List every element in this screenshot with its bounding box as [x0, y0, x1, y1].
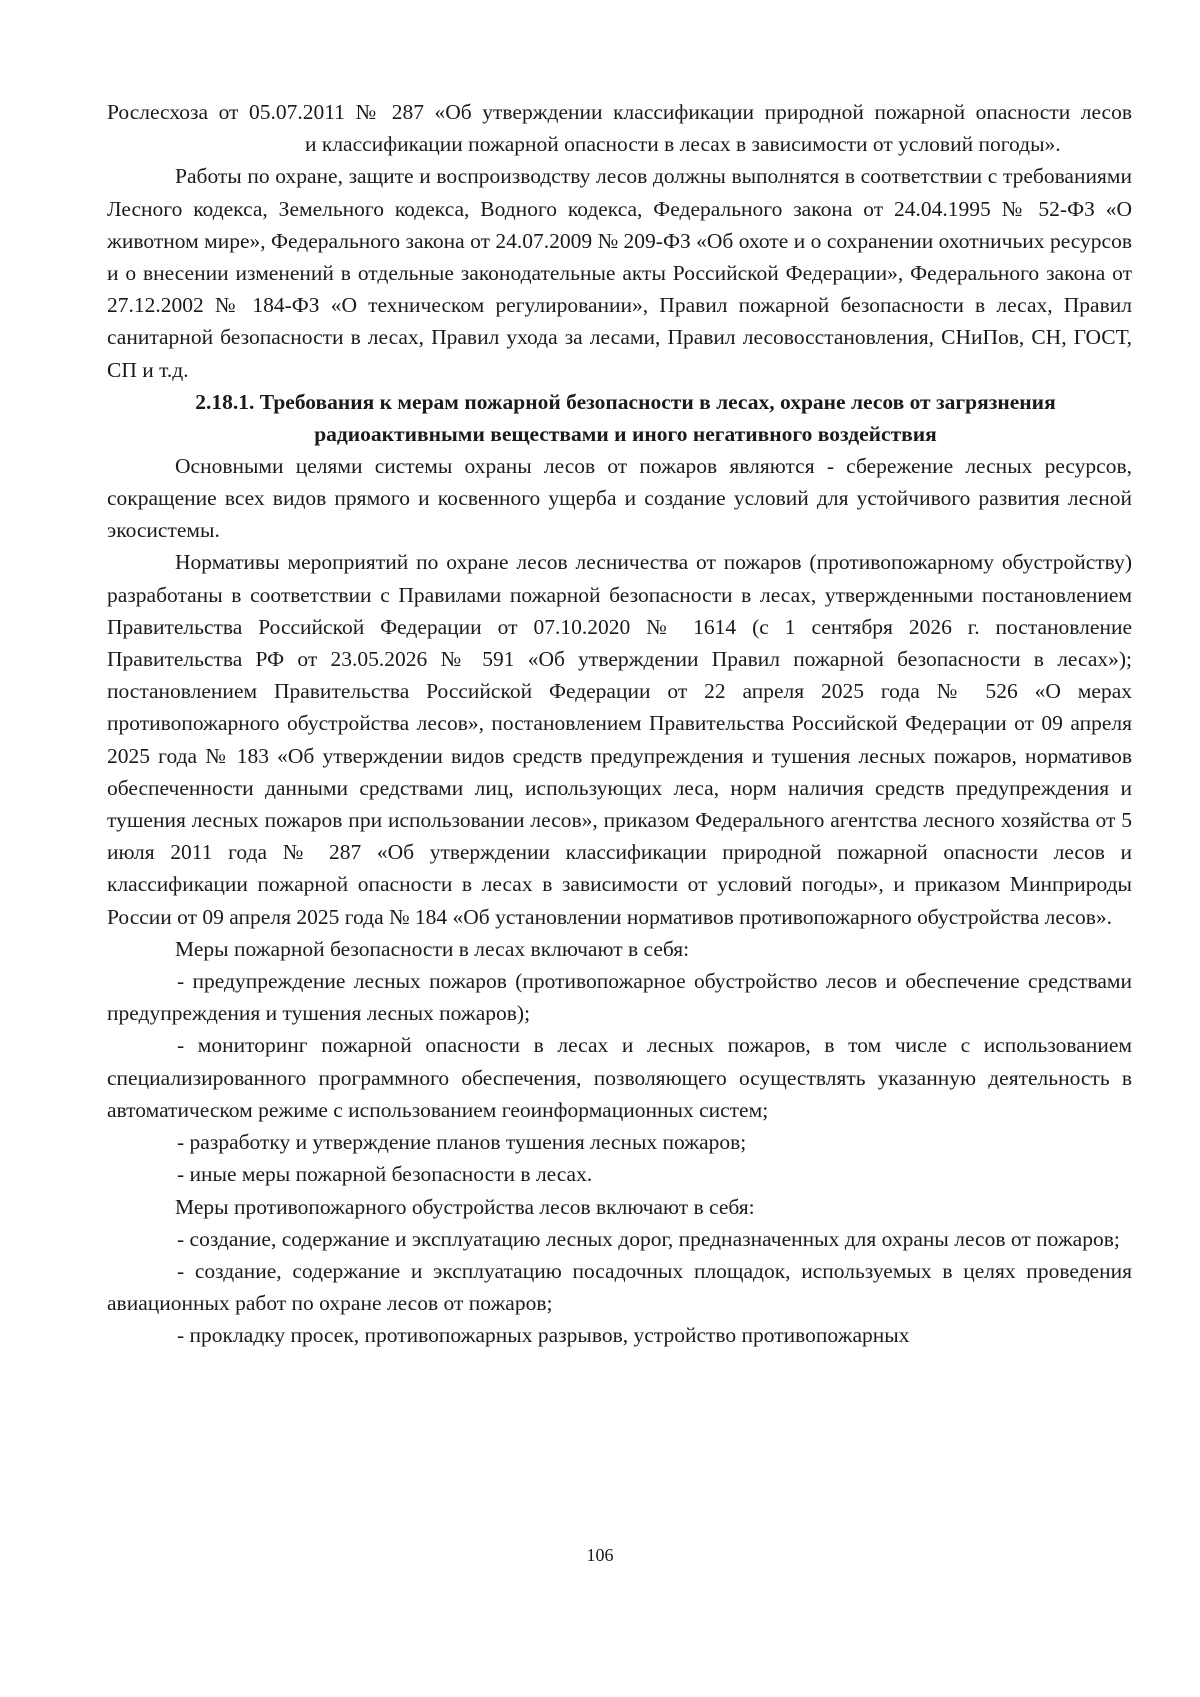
page-number: 106: [586, 1545, 614, 1565]
list-item: - прокладку просек, противопожарных разрывов, устройство противопожарных: [177, 1323, 910, 1348]
list-item: - предупреждение лесных пожаров (противопожарное обустройство лесов и обеспечение средствами предупреждения и тушения лесных пожаров);: [107, 969, 1132, 1026]
paragraph-fire-measures-intro: Меры противопожарного обустройства лесов включают в себя:: [175, 1194, 755, 1219]
section-heading-line-2: радиоактивными веществами и иного негативного воздействия: [314, 421, 937, 446]
list-item: - иные меры пожарной безопасности в лесах.: [177, 1162, 593, 1187]
paragraph-normatives: Нормативы мероприятий по охране лесов лесничества от пожаров (противопожарному обустройству) разработаны в соответствии с Правилами пожарной безопасности в лесах, утвержденными постановлением Правительства Российской Федерации от 07.10.2020 № 1614 (с 1 сентября 2026 г. постановление Правительства РФ от 23.05.2026 № 591 «Об утверждении Правил пожарной безопасности в лесах»); постановлением Правительства Российской Федерации от 22 апреля 2025 года № 526 «О мерах противопожарного обустройства лесов», постановлением Правительства Российской Федерации от 09 апреля 2025 года № 183 «Об утверждении видов средств предупреждения и тушения лесных пожаров, нормативов обеспеченности данными средствами лиц, использующих леса, норм наличия средств предупреждения и тушения лесных пожаров при использовании лесов», приказом Федерального агентства лесного хозяйства от 5 июля 2011 года № 287 «Об утверждении классификации природной пожарной опасности лесов и классификации пожарной опасности в лесах в зависимости от условий погоды», и приказом Минприроды России от 09 апреля 2025 года № 184 «Об установлении нормативов противопожарного обустройства лесов».: [107, 550, 1132, 929]
list-item: - создание, содержание и эксплуатацию лесных дорог, предназначенных для охраны лесов от пожаров;: [177, 1226, 1120, 1251]
paragraph-goals: Основными целями системы охраны лесов от пожаров являются - сбережение лесных ресурсов, сокращение всех видов прямого и косвенного ущерба и создание условий для устойчивого развития лесной экосистемы.: [107, 453, 1132, 543]
section-heading-line-1: 2.18.1. Требования к мерам пожарной безопасности в лесах, охране лесов от загрязнения: [195, 389, 1056, 414]
list-item: - разработку и утверждение планов тушения лесных пожаров;: [177, 1130, 747, 1155]
paragraph-continuation: [107, 96, 1132, 160]
paragraph-text-1a: Рослесхоза от 05.07.2011 № 287 «Об утверждении классификации природной пожарной опасности лесов: [107, 100, 1132, 124]
paragraph-legal-basis: Работы по охране, защите и воспроизводству лесов должны выполнятся в соответствии с требованиями Лесного кодекса, Земельного кодекса, Водного кодекса, Федерального закона от 24.04.1995 № 52-ФЗ «О животном мире», Федерального закона от 24.07.2009 № 209-ФЗ «Об охоте и о сохранении охотничьих ресурсов и о внесении изменений в отдельные законодательные акты Российской Федерации», Федерального закона от 27.12.2002 № 184-ФЗ «О техническом регулировании», Правил пожарной безопасности в лесах, Правил санитарной безопасности в лесах, Правил ухода за лесами, Правил лесовосстановления, СНиПов, СН, ГОСТ, СП и т.д.: [107, 164, 1132, 382]
paragraph-measures-intro: Меры пожарной безопасности в лесах включают в себя:: [175, 936, 690, 961]
list-item: - создание, содержание и эксплуатацию посадочных площадок, используемых в целях проведения авиационных работ по охране лесов от пожаров;: [107, 1258, 1132, 1316]
list-item: - мониторинг пожарной опасности в лесах и лесных пожаров, в том числе с использованием специализированного программного обеспечения, позволяющего осуществлять указанную деятельность в автоматическом режиме с использованием геоинформационных систем;: [107, 1033, 1132, 1122]
paragraph-text-1b: и классификации пожарной опасности в лесах в зависимости от условий погоды».: [305, 132, 1061, 157]
